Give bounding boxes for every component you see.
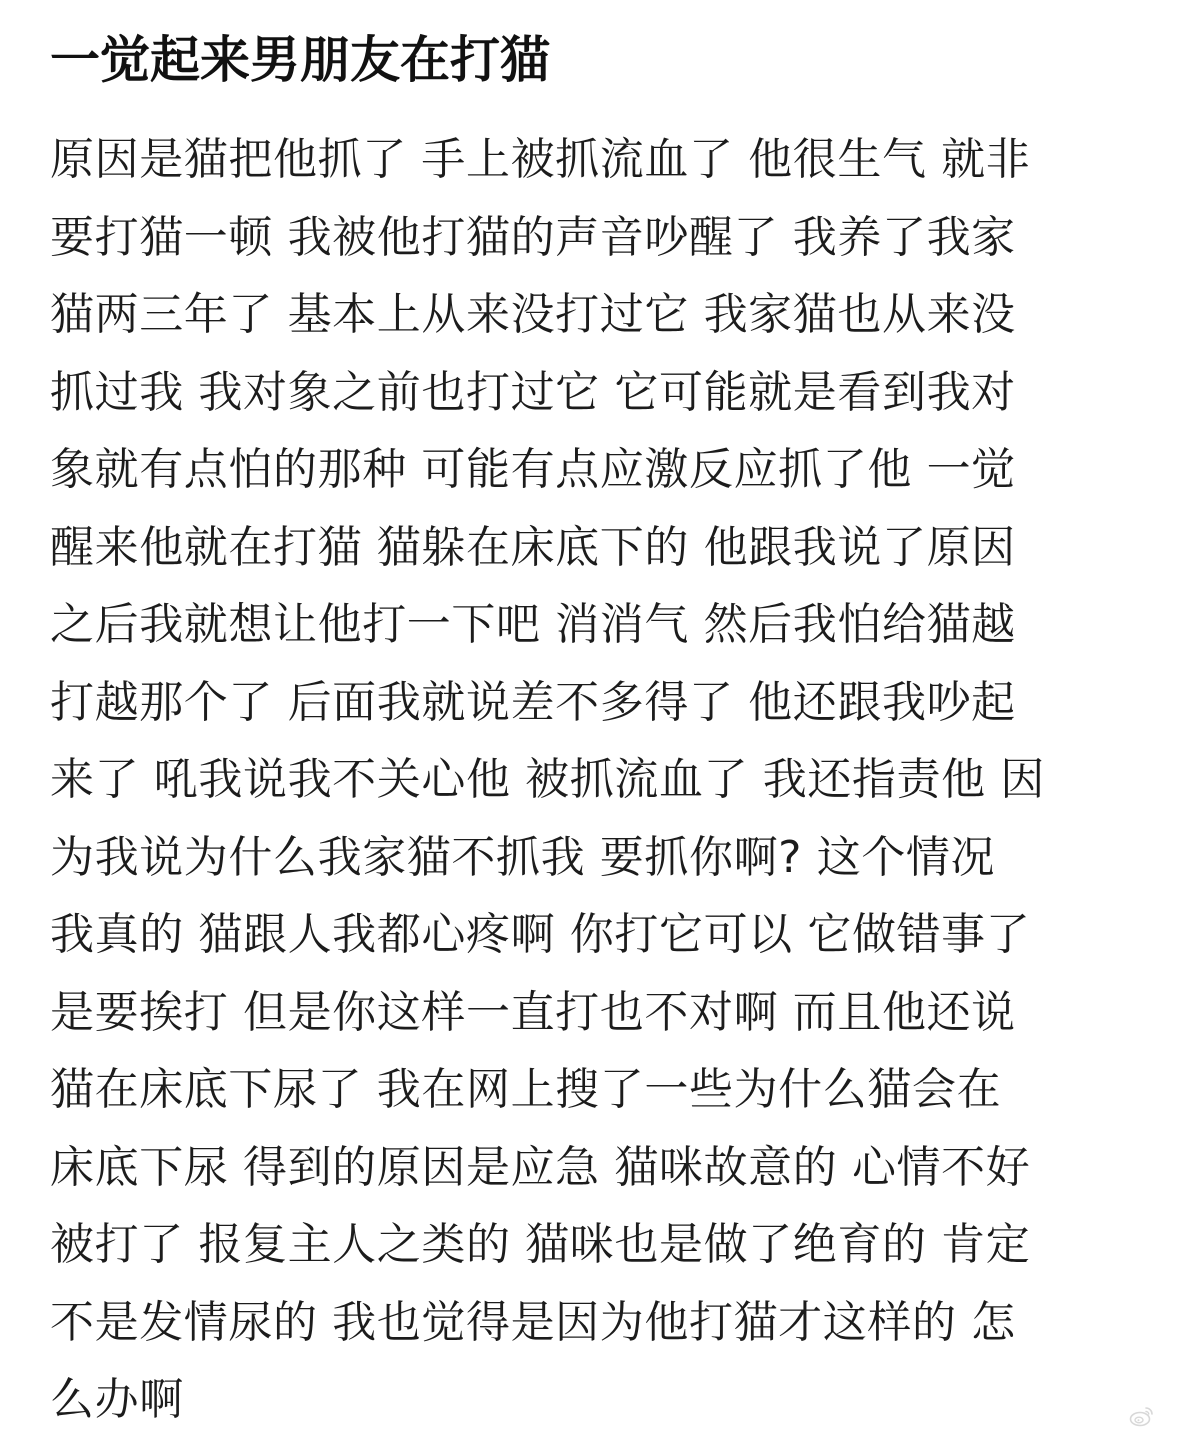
body-line: 么办啊 — [50, 1374, 184, 1425]
body-line: 被打了 报复主人之类的 猫咪也是做了绝育的 肯定 — [50, 1219, 1031, 1270]
body-line: 猫两三年了 基本上从来没打过它 我家猫也从来没 — [50, 289, 1016, 340]
weibo-logo-icon — [1129, 1404, 1155, 1430]
body-line: 我真的 猫跟人我都心疼啊 你打它可以 它做错事了 — [50, 909, 1031, 960]
body-line: 原因是猫把他抓了 手上被抓流血了 他很生气 就非 — [50, 134, 1031, 185]
body-line: 醒来他就在打猫 猫躲在床底下的 他跟我说了原因 — [50, 521, 1016, 573]
body-line: 之后我就想让他打一下吧 消消气 然后我怕给猫越 — [50, 599, 1016, 650]
body-line: 为我说为什么我家猫不抓我 要抓你啊? 这个情况 — [50, 831, 996, 883]
body-line: 是要挨打 但是你这样一直打也不对啊 而且他还说 — [50, 986, 1016, 1038]
body-line: 来了 吼我说我不关心他 被抓流血了 我还指责他 因 — [50, 754, 1045, 805]
body-line: 象就有点怕的那种 可能有点应激反应抓了他 一觉 — [50, 444, 1016, 495]
body-line: 要打猫一顿 我被他打猫的声音吵醒了 我养了我家 — [50, 211, 1016, 263]
watermark — [1123, 1400, 1169, 1434]
post-body — [50, 121, 1160, 1439]
body-line: 不是发情尿的 我也觉得是因为他打猫才这样的 怎 — [50, 1296, 1016, 1348]
post-title: 一觉起来男朋友在打猫 — [50, 31, 550, 89]
body-line: 抓过我 我对象之前也打过它 它可能就是看到我对 — [50, 366, 1016, 418]
body-line: 打越那个了 后面我就说差不多得了 他还跟我吵起 — [50, 676, 1016, 728]
body-line: 床底下尿 得到的原因是应急 猫咪故意的 心情不好 — [50, 1141, 1031, 1193]
body-line: 猫在床底下尿了 我在网上搜了一些为什么猫会在 — [50, 1064, 1002, 1115]
